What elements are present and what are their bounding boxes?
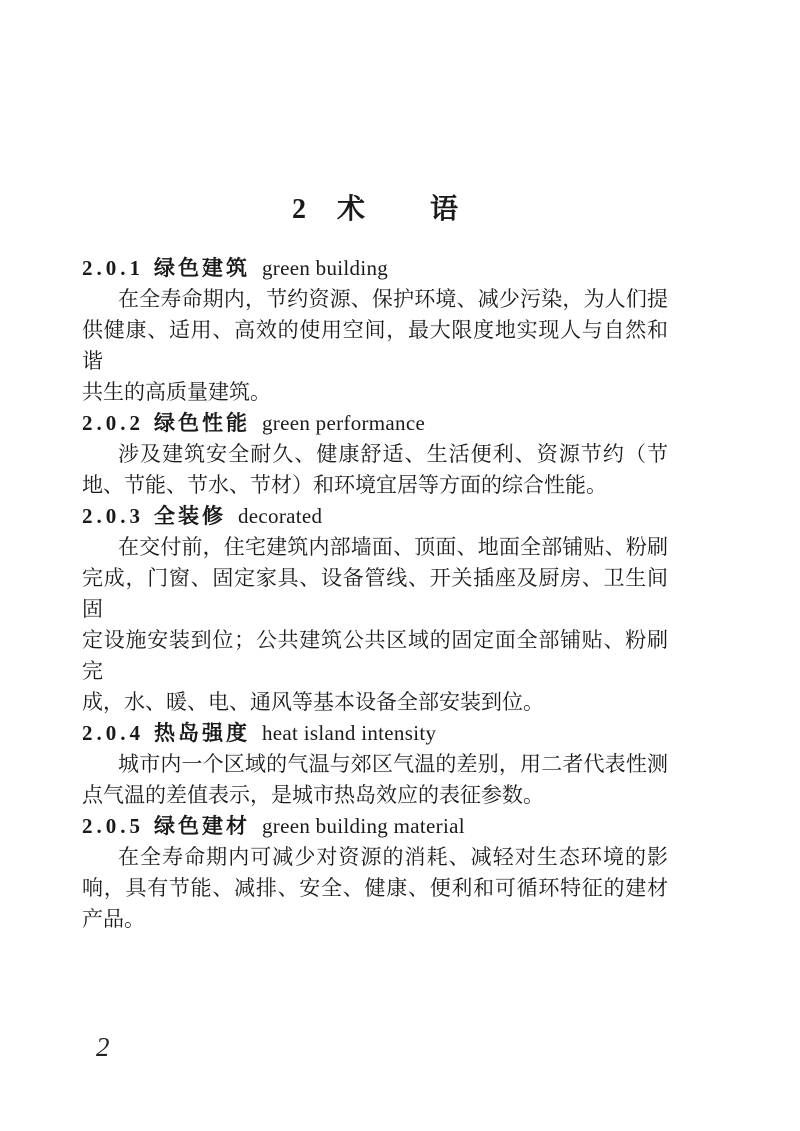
- definition-line: 在全寿命期内，节约资源、保护环境、减少污染，为人们提: [118, 287, 668, 311]
- chapter-title-char-1: 术: [336, 193, 365, 225]
- term-chinese: 绿色性能: [154, 411, 250, 435]
- definition-line: 产品。: [82, 907, 145, 931]
- definition-line: 响，具有节能、减排、安全、健康、便利和可循环特征的建材: [82, 876, 668, 900]
- term-heading: [82, 811, 668, 842]
- definition-line: 供健康、适用、高效的使用空间，最大限度地实现人与自然和谐: [82, 318, 668, 373]
- definition-line: 在交付前，住宅建筑内部墙面、顶面、地面全部铺贴、粉刷: [118, 535, 668, 559]
- term-number: 2.0.4: [82, 721, 144, 745]
- definition-line: 点气温的差值表示，是城市热岛效应的表征参数。: [82, 783, 544, 807]
- definition-line: 成，水、暖、电、通风等基本设备全部安装到位。: [82, 690, 544, 714]
- chapter-number: 2: [291, 193, 306, 225]
- term-heading: [82, 408, 668, 439]
- definition-line: 涉及建筑安全耐久、健康舒适、生活便利、资源节约（节: [118, 442, 668, 466]
- chapter-title-char-2: 语: [430, 193, 459, 225]
- term-chinese: 全装修: [154, 504, 226, 528]
- term-heading: [82, 718, 668, 749]
- definition-line: 完成，门窗、固定家具、设备管线、开关插座及厨房、卫生间固: [82, 566, 668, 621]
- term-english: decorated: [238, 504, 323, 528]
- term-english: green building: [262, 256, 389, 280]
- term-english: heat island intensity: [262, 721, 437, 745]
- term-english: green building material: [262, 814, 465, 838]
- definition-line: 地、节能、节水、节材）和环境宜居等方面的综合性能。: [82, 473, 607, 497]
- term-heading: [82, 501, 668, 532]
- term-chinese: 绿色建材: [154, 814, 250, 838]
- page-number: 2: [96, 1032, 110, 1062]
- definition-line: 共生的高质量建筑。: [82, 380, 271, 404]
- chapter-title: [82, 193, 668, 227]
- term-english: green performance: [262, 411, 426, 435]
- term-chinese: 绿色建筑: [154, 256, 250, 280]
- definition-line: 定设施安装到位；公共建筑公共区域的固定面全部铺贴、粉刷完: [82, 628, 668, 683]
- term-number: 2.0.5: [82, 814, 144, 838]
- terms-list: [82, 253, 668, 935]
- term-number: 2.0.3: [82, 504, 144, 528]
- definition-line: 城市内一个区域的气温与郊区气温的差别，用二者代表性测: [118, 752, 668, 776]
- term-number: 2.0.2: [82, 411, 144, 435]
- term-chinese: 热岛强度: [154, 721, 250, 745]
- definition-line: 在全寿命期内可减少对资源的消耗、减轻对生态环境的影: [118, 845, 668, 869]
- term-number: 2.0.1: [82, 256, 144, 280]
- term-heading: [82, 253, 668, 284]
